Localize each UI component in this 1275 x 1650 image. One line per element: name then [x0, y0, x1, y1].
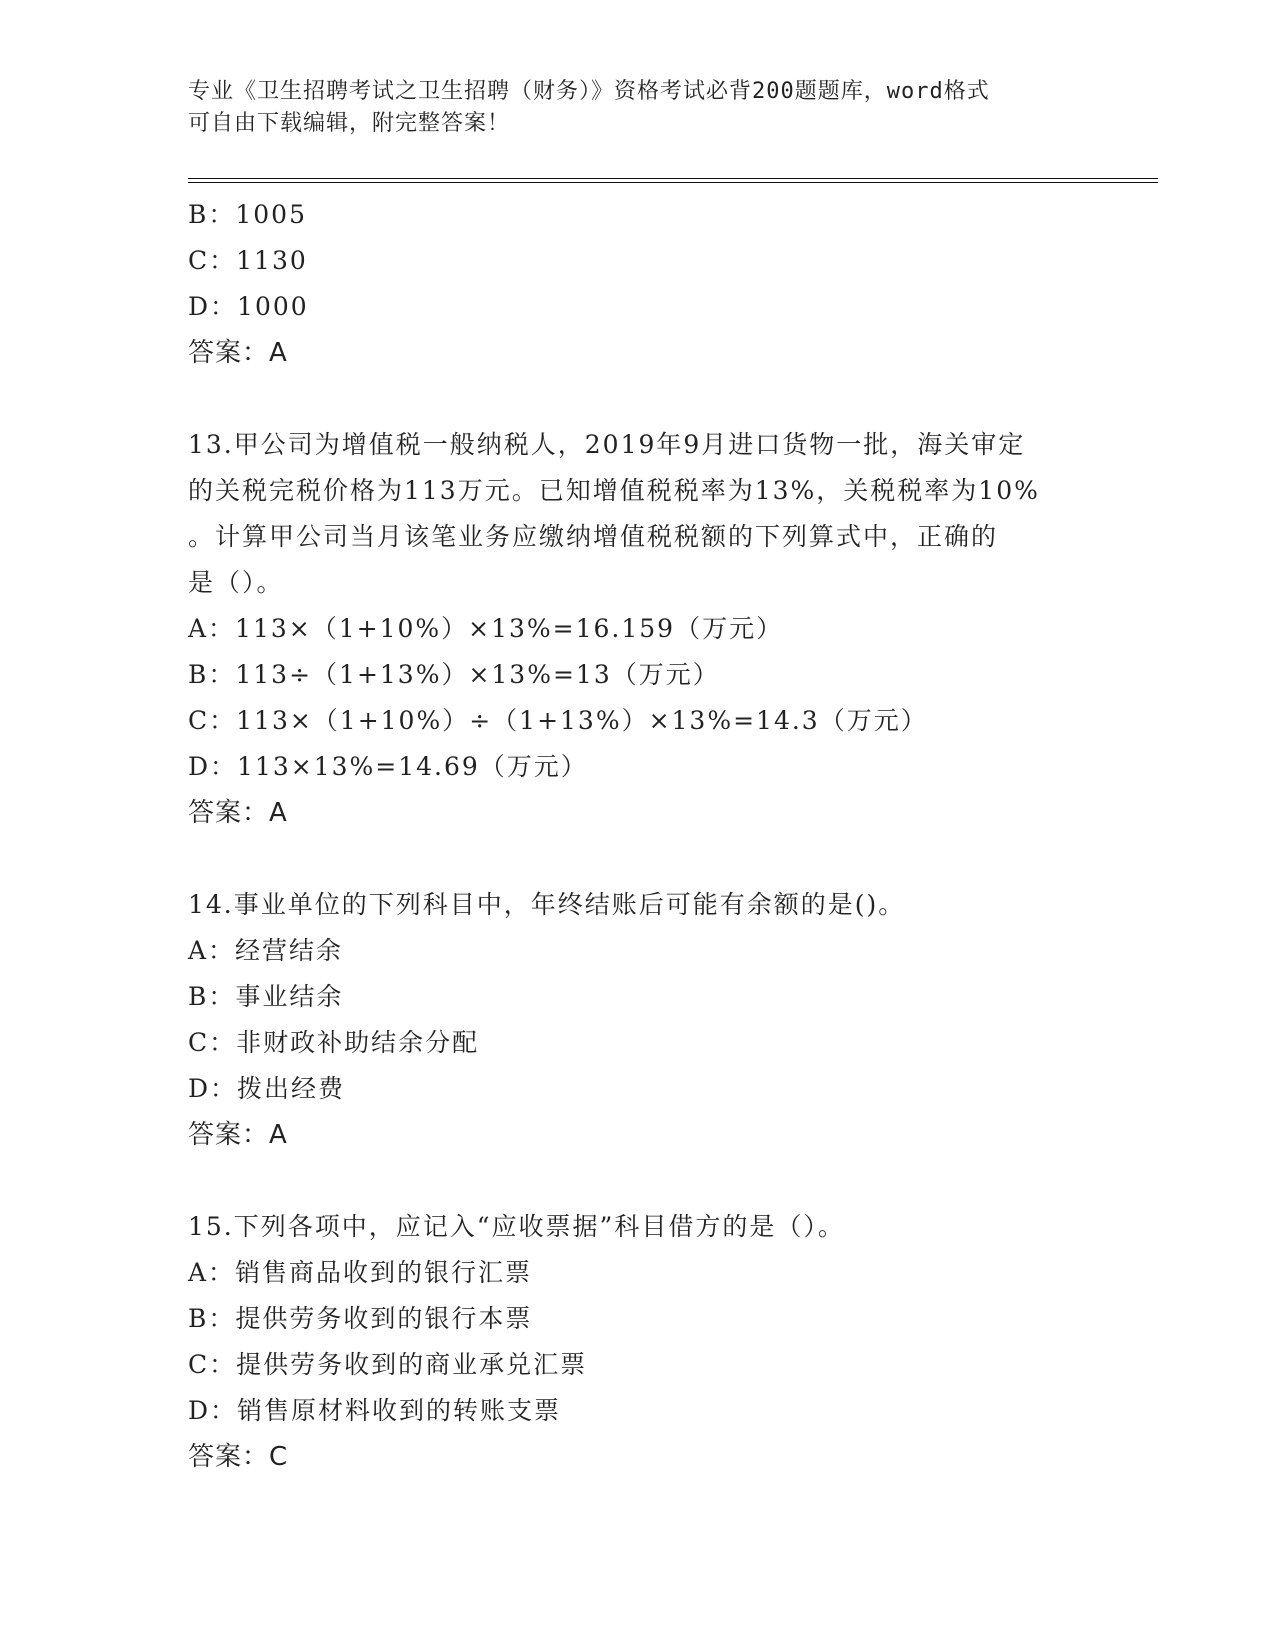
- option-item: D：销售原材料收到的转账支票: [188, 1396, 562, 1425]
- option-item: A：经营结余: [188, 936, 344, 965]
- question-block: [188, 882, 1088, 1158]
- question-stem: 13.甲公司为增值税一般纳税人，2019年9月进口货物一批，海关审定: [188, 430, 1026, 459]
- header-line: 可自由下载编辑，附完整答案！: [188, 111, 511, 136]
- option-item: B：1005: [188, 200, 307, 229]
- option-item: C：非财政补助结余分配: [188, 1028, 480, 1057]
- option-item: A：销售商品收到的银行汇票: [188, 1258, 533, 1287]
- answer-line: 答案：C: [188, 1442, 289, 1472]
- option-item: D：1000: [188, 292, 309, 321]
- question-stem: 。计算甲公司当月该笔业务应缴纳增值税税额的下列算式中，正确的: [188, 522, 999, 551]
- spacer: [188, 376, 1088, 422]
- question-stem: 15.下列各项中，应记入“应收票据”科目借方的是（）。: [188, 1212, 845, 1241]
- option-item: D：拨出经费: [188, 1074, 346, 1103]
- option-item: C：1130: [188, 246, 308, 275]
- header-line: 专业《卫生招聘考试之卫生招聘（财务）》资格考试必背200题题库，word格式: [188, 79, 990, 104]
- question-stem: 是（）。: [188, 568, 284, 597]
- option-item: C：提供劳务收到的商业承兑汇票: [188, 1350, 588, 1379]
- spacer: [188, 836, 1088, 882]
- answer-line: 答案：A: [188, 338, 288, 368]
- header-divider: [188, 178, 1158, 179]
- spacer: [188, 1158, 1088, 1204]
- question-block: [188, 422, 1088, 836]
- answer-line: 答案：A: [188, 798, 288, 828]
- answer-line: 答案：A: [188, 1120, 288, 1150]
- question-block: [188, 1204, 1088, 1480]
- option-item: B：113÷（1+13%）×13%=13（万元）: [188, 660, 720, 689]
- option-item: A：113×（1+10%）×13%=16.159（万元）: [188, 614, 784, 643]
- question-stem: 14.事业单位的下列科目中，年终结账后可能有余额的是()。: [188, 890, 906, 919]
- question-stem: 的关税完税价格为113万元。已知增值税税率为13%，关税税率为10%: [188, 476, 1040, 505]
- option-item: C：113×（1+10%）÷（1+13%）×13%=14.3（万元）: [188, 706, 928, 735]
- option-item: B：提供劳务收到的银行本票: [188, 1304, 533, 1333]
- option-item: D：113×13%=14.69（万元）: [188, 752, 588, 781]
- document-header: [188, 76, 1088, 140]
- question-list: [188, 192, 1088, 1480]
- question-block: [188, 192, 1088, 376]
- header-divider: [188, 182, 1158, 183]
- option-item: B：事业结余: [188, 982, 344, 1011]
